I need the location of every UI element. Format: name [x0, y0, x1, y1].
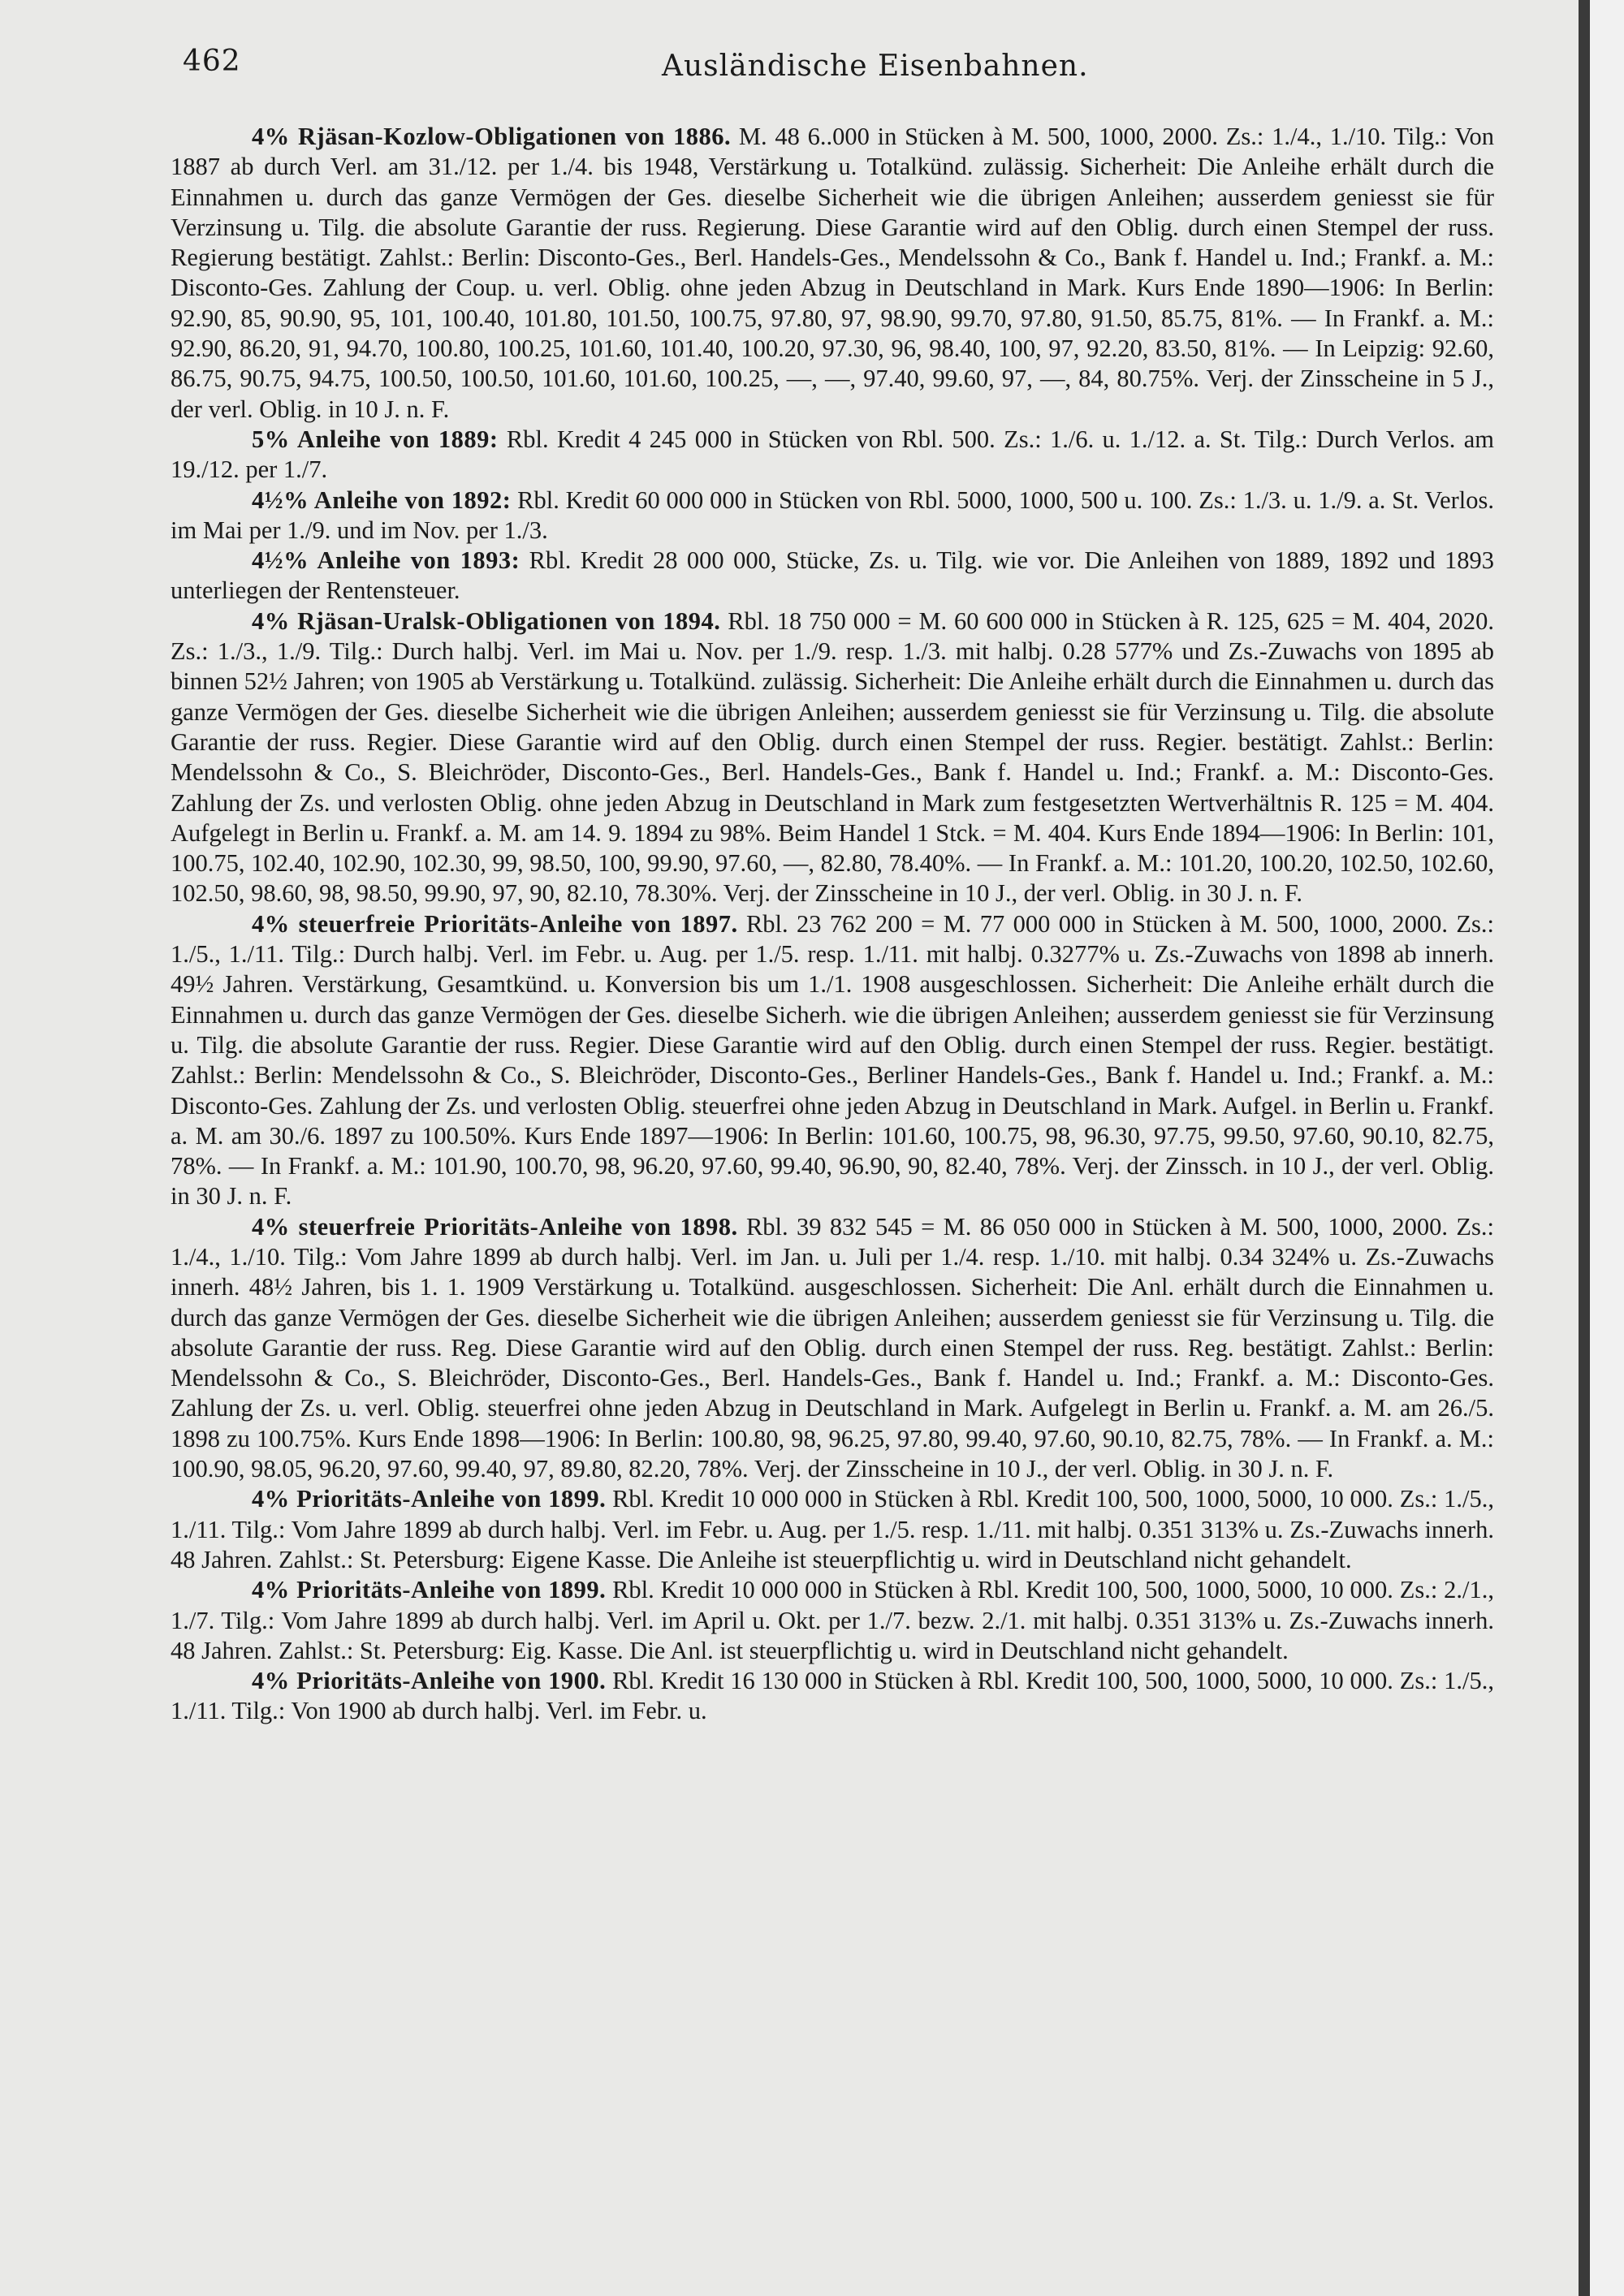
- bond-entry: [171, 1484, 1494, 1575]
- entry-text: Rbl. 39 832 545 = M. 86 050 000 in Stücken à M. 500, 1000, 2000. Zs.: 1./4., 1./10. Tilg.: Vom Jahre 1899 ab durch halbj. Verl. im Jan. u. Juli per 1./4. resp. 1./10. mit halbj. 0.34 324% u. Zs.-Zuwachs innerh. 48½ Jahren, bis 1. 1. 1909 Verstärkung u. Totalkünd. ausgeschlossen. Sicherheit: Die Anl. erhält durch die Einnahmen u. durch das ganze Vermögen der Ges. dieselbe Sicherheit wie die übrigen Anleihen; ausserdem geniesst sie für Verzinsung u. Tilg. die absolute Garantie der russ. Reg. Diese Garantie wird auf den Oblig. durch einen Stempel der russ. Reg. bestätigt. Zahlst.: Berlin: Mendelssohn & Co., S. Bleichröder, Disconto-Ges., Berl. Handels-Ges., Bank f. Handel u. Ind.; Frankf. a. M.: Disconto-Ges. Zahlung der Zs. u. verl. Oblig. steuerfrei ohne jeden Abzug in Deutschland in Mark. Aufgelegt in Berlin u. Frankf. a. M. am 26./5. 1898 zu 100.75%. Kurs Ende 1898—1906: In Berlin: 100.80, 98, 96.25, 97.80, 99.40, 97.60, 90.10, 82.75, 78%. — In Frankf. a. M.: 100.90, 98.05, 96.20, 97.60, 99.40, 97, 89.80, 82.20, 78%. Verj. der Zinsscheine in 10 J., der verl. Oblig. in 30 J. n. F.: [171, 1212, 1494, 1483]
- bond-entry: [171, 1666, 1494, 1727]
- page-header: [183, 45, 1514, 93]
- bond-entry: [171, 606, 1494, 909]
- bond-entry: [171, 909, 1494, 1212]
- entry-text: Rbl. 18 750 000 = M. 60 600 000 in Stücken à R. 125, 625 = M. 404, 2020. Zs.: 1./3., 1./9. Tilg.: Durch halbj. Verl. im Mai u. Nov. per 1./9. resp. 1./3. mit halbj. 0.28 577% und Zs.-Zuwachs von 1895 ab binnen 52½ Jahren; von 1905 ab Verstärkung u. Totalkünd. zulässig. Sicherheit: Die Anleihe erhält durch die Einnahmen u. durch das ganze Vermögen der Ges. dieselbe Sicherheit wie die übrigen Anleihen; ausserdem geniesst sie für Verzinsung u. Tilg. die absolute Garantie der russ. Regier. Diese Garantie wird auf den Oblig. durch einen Stempel der russ. Regier. bestätigt. Zahlst.: Berlin: Mendelssohn & Co., S. Bleichröder, Disconto-Ges., Berl. Handels-Ges., Bank f. Handel u. Ind.; Frankf. a. M.: Disconto-Ges. Zahlung der Zs. und verlosten Oblig. ohne jeden Abzug in Deutschland in Mark zum festgesetzten Wertverhältnis R. 125 = M. 404. Aufgelegt in Berlin u. Frankf. a. M. am 14. 9. 1894 zu 98%. Beim Handel 1 Stck. = M. 404. Kurs Ende 1894—1906: In Berlin: 101, 100.75, 102.40, 102.90, 102.30, 99, 98.50, 100, 99.90, 97.60, —, 82.80, 78.40%. — In Frankf. a. M.: 101.20, 100.20, 102.50, 102.60, 102.50, 98.60, 98, 98.50, 99.90, 97, 90, 82.10, 78.30%. Verj. der Zinsscheine in 10 J., der verl. Oblig. in 30 J. n. F.: [171, 606, 1495, 908]
- entry-text: Rbl. Kredit 10 000 000 in Stücken à Rbl. Kredit 100, 500, 1000, 5000, 10 000. Zs.: 2./1., 1./7. Tilg.: Vom Jahre 1899 ab durch halbj. Verl. im April u. Okt. per 1./7. bezw. 2./1. mit halbj. 0.351 313% u. Zs.-Zuwachs innerh. 48 Jahren. Zahlst.: St. Petersburg: Eig. Kasse. Die Anl. ist steuerpflichtig u. wird in Deutschland nicht gehandelt.: [171, 1576, 1494, 1664]
- entry-heading: 4% steuerfreie Prioritäts-Anleihe von 1897.: [252, 909, 738, 938]
- entry-text: Rbl. Kredit 4 245 000 in Stücken von Rbl. 500. Zs.: 1./6. u. 1./12. a. St. Tilg.: Durch Verlos. am 19./12. per 1./7.: [171, 425, 1494, 484]
- entry-text: Rbl. Kredit 10 000 000 in Stücken à Rbl. Kredit 100, 500, 1000, 5000, 10 000. Zs.: 1./5., 1./11. Tilg.: Vom Jahre 1899 ab durch halbj. Verl. im Febr. u. Aug. per 1./5. resp. 1./11. mit halbj. 0.351 313% u. Zs.-Zuwachs innerh. 48 Jahren. Zahlst.: St. Petersburg: Eigene Kasse. Die Anleihe ist steuerpflichtig u. wird in Deutschland nicht gehandelt.: [171, 1485, 1494, 1573]
- entry-heading: 4% steuerfreie Prioritäts-Anleihe von 1898.: [252, 1212, 738, 1241]
- entry-text: Rbl. Kredit 16 130 000 in Stücken à Rbl. Kredit 100, 500, 1000, 5000, 10 000. Zs.: 1./5., 1./11. Tilg.: Von 1900 ab durch halbj. Verl. im Febr. u.: [171, 1667, 1494, 1725]
- entry-heading: 4% Rjäsan-Kozlow-Obligationen von 1886.: [252, 123, 732, 150]
- bond-entry: [171, 1212, 1494, 1485]
- scan-margin: [1590, 0, 1624, 2296]
- entry-text: Rbl. Kredit 28 000 000, Stücke, Zs. u. Tilg. wie vor. Die Anleihen von 1889, 1892 und 1893 unterliegen der Rentensteuer.: [171, 546, 1494, 605]
- entry-heading: 4% Prioritäts-Anleihe von 1899.: [252, 1576, 607, 1604]
- bond-entry: [171, 425, 1494, 486]
- entry-heading: 4% Prioritäts-Anleihe von 1900.: [252, 1667, 607, 1695]
- bond-entry: [171, 122, 1494, 425]
- page-number: 462: [183, 45, 241, 78]
- bond-entry: [171, 1575, 1494, 1666]
- entry-text: Rbl. 23 762 200 = M. 77 000 000 in Stücken à M. 500, 1000, 2000. Zs.: 1./5., 1./11. Tilg.: Durch halbj. Verl. im Febr. u. Aug. per 1./5. resp. 1./11. mit halbj. 0.3277% u. Zs.-Zuwachs von 1898 ab innerh. 49½ Jahren. Verstärkung, Gesamtkünd. u. Konversion bis um 1./1. 1908 ausgeschlossen. Sicherheit: Die Anleihe erhält durch die Einnahmen u. durch das ganze Vermögen der Ges. dieselbe Sicherh. wie die übrigen Anleihen; ausserdem geniesst sie für Verzinsung u. Tilg. die absolute Garantie der russ. Regier. Diese Garantie wird auf den Oblig. durch einen Stempel der russ. Regier. bestätigt. Zahlst.: Berlin: Mendelssohn & Co., S. Bleichröder, Disconto-Ges., Berliner Handels-Ges., Bank f. Handel u. Ind.; Frankf. a. M.: Disconto-Ges. Zahlung der Zs. und verlosten Oblig. steuerfrei ohne jeden Abzug in Deutschland in Mark. Aufgel. in Berlin u. Frankf. a. M. am 30./6. 1897 zu 100.50%. Kurs Ende 1897—1906: In Berlin: 101.60, 100.75, 98, 96.30, 97.75, 99.50, 97.60, 90.10, 82.75, 78%. — In Frankf. a. M.: 101.90, 100.70, 98, 96.20, 97.60, 99.40, 96.90, 90, 82.40, 78%. Verj. der Zinssch. in 10 J., der verl. Oblig. in 30 J. n. F.: [171, 909, 1494, 1211]
- entry-text: M. 48 6..000 in Stücken à M. 500, 1000, 2000. Zs.: 1./4., 1./10. Tilg.: Von 1887 ab durch Verl. am 31./12. per 1./4. bis 1948, Verstärkung u. Totalkünd. zulässig. Sicherheit: Die Anleihe erhält durch die Einnahmen u. durch das ganze Vermögen der Ges. dieselbe Sicherheit wie die übrigen Anleihen; ausserdem geniesst sie für Verzinsung u. Tilg. die absolute Garantie der russ. Regierung. Diese Garantie wird auf den Oblig. durch einen Stempel der russ. Regierung bestätigt. Zahlst.: Berlin: Disconto-Ges., Berl. Handels-Ges., Mendelssohn & Co., Bank f. Handel u. Ind.; Frankf. a. M.: Disconto-Ges. Zahlung der Coup. u. verl. Oblig. ohne jeden Abzug in Deutschland in Mark. Kurs Ende 1890—1906: In Berlin: 92.90, 85, 90.90, 95, 101, 100.40, 101.80, 101.50, 100.75, 97.80, 97, 98.90, 99.70, 97.80, 91.50, 85.75, 81%. — In Frankf. a. M.: 92.90, 86.20, 91, 94.70, 100.80, 100.25, 101.60, 101.40, 100.20, 97.30, 96, 98.40, 100, 97, 92.20, 83.50, 81%. — In Leipzig: 92.60, 86.75, 90.75, 94.75, 100.50, 100.50, 101.60, 101.60, 100.25, —, —, 97.40, 99.60, 97, —, 84, 80.75%. Verj. der Zinsscheine in 5 J., der verl. Oblig. in 10 J. n. F.: [171, 123, 1495, 423]
- entry-heading: 5% Anleihe von 1889:: [252, 425, 499, 453]
- bond-entry: [171, 486, 1494, 546]
- page-edge-shadow: [1579, 0, 1590, 2296]
- entry-heading: 4% Rjäsan-Uralsk-Obligationen von 1894.: [252, 606, 721, 635]
- entry-text: Rbl. Kredit 60 000 000 in Stücken von Rbl. 5000, 1000, 500 u. 100. Zs.: 1./3. u. 1./9. a. St. Verlos. im Mai per 1./9. und im Nov. per 1./3.: [171, 486, 1494, 544]
- running-title: Ausländische Eisenbahnen.: [662, 50, 1089, 83]
- page-body: [171, 122, 1494, 1727]
- entry-heading: 4½% Anleihe von 1893:: [252, 546, 520, 575]
- entry-heading: 4½% Anleihe von 1892:: [252, 486, 512, 514]
- bond-entry: [171, 546, 1494, 606]
- entry-heading: 4% Prioritäts-Anleihe von 1899.: [252, 1485, 607, 1513]
